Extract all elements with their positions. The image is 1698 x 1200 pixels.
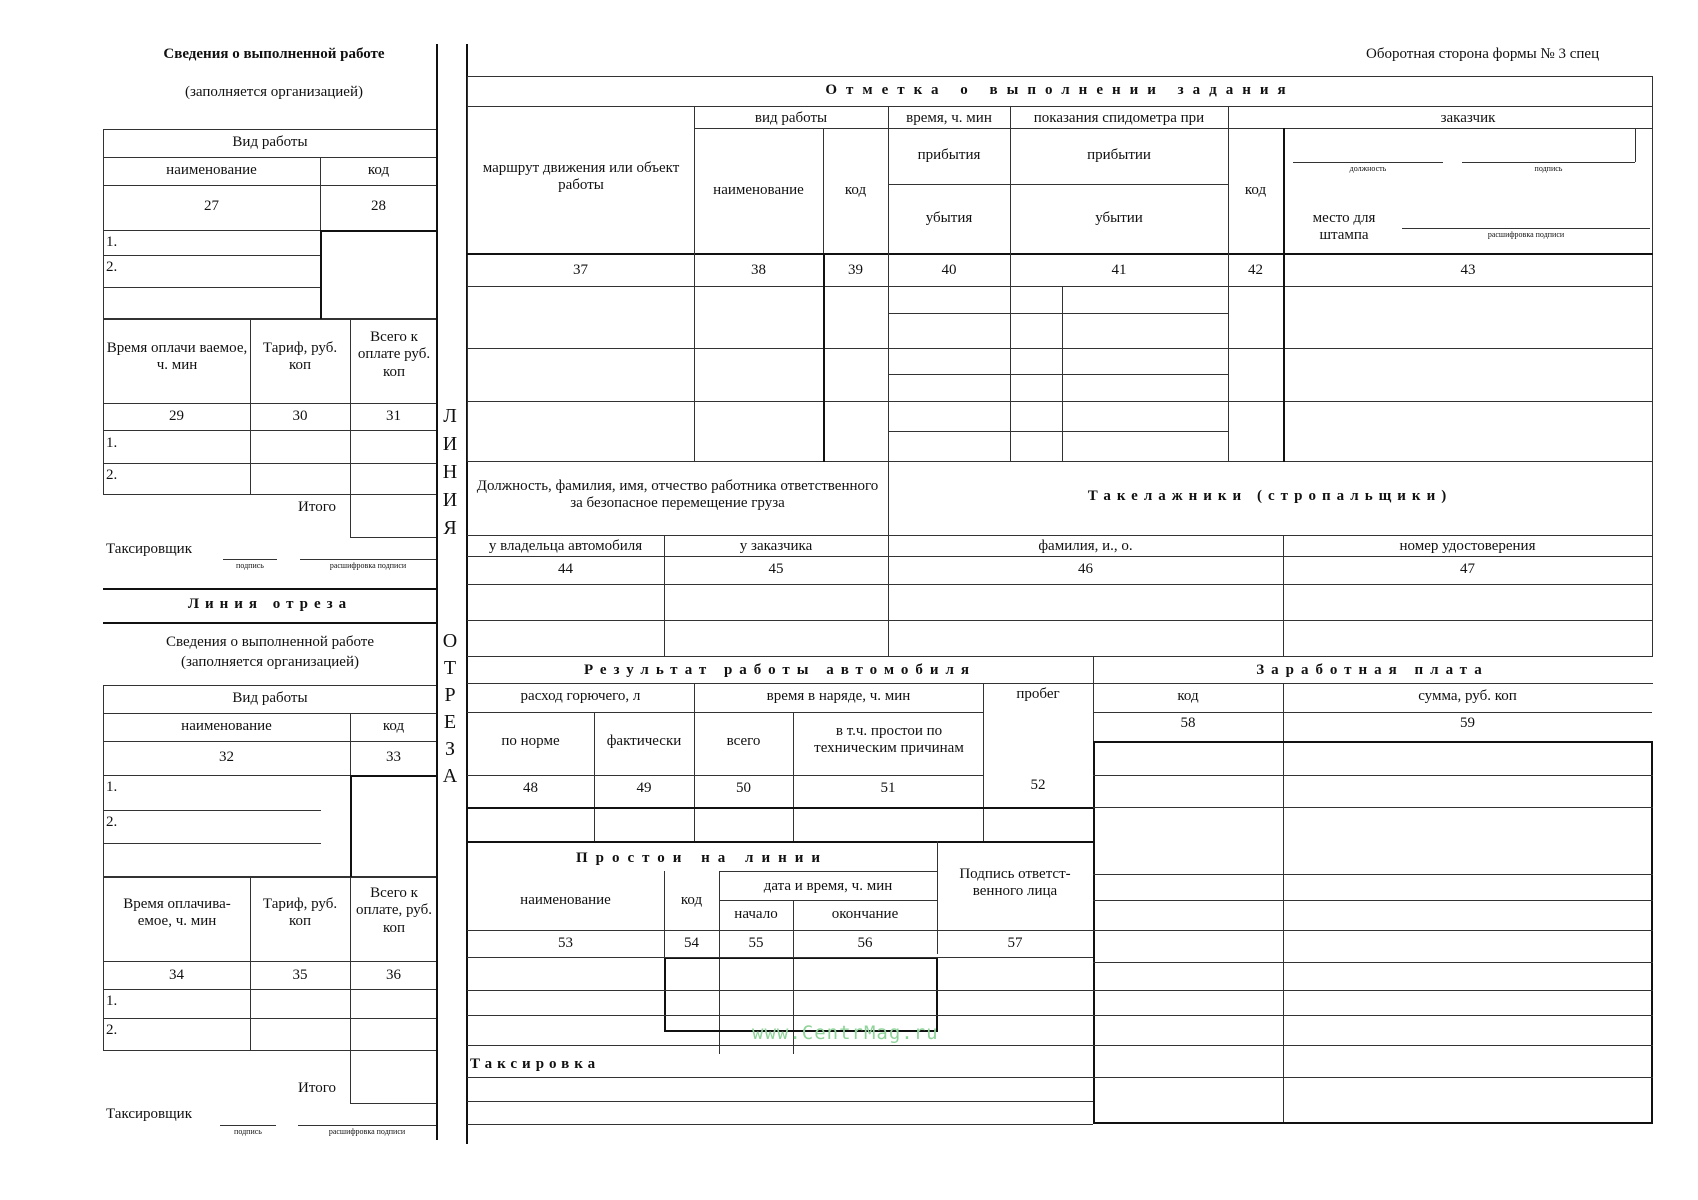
kod-label: код xyxy=(367,162,390,178)
zakazchik-header: заказчик xyxy=(1440,110,1496,126)
cut-letter: Н xyxy=(442,461,458,483)
rezultat-title: Результат работы автомобиля xyxy=(583,662,977,678)
naimenovanie-prostoi: наименование xyxy=(520,892,611,908)
probeg-label: пробег xyxy=(1016,686,1060,702)
mesto-dlya-shtampa: место для штампа xyxy=(1312,210,1376,244)
vremya-label-2: Время оплачива- емое, ч. мин xyxy=(123,896,231,930)
col-42: 42 xyxy=(1248,262,1263,278)
vremya-header: время, ч. мин xyxy=(906,110,992,126)
col-48: 48 xyxy=(523,780,538,796)
col-55: 55 xyxy=(748,935,764,951)
nachalo-label: начало xyxy=(734,906,778,922)
ubytii-label: убытии xyxy=(1095,210,1143,226)
rasshifrovka-caption-right: расшифровка подписи xyxy=(1487,230,1565,239)
cut-letter: Е xyxy=(443,711,457,733)
zarplata-body xyxy=(1093,741,1653,1124)
col-49: 49 xyxy=(636,780,652,796)
kod-header: код xyxy=(844,182,867,198)
vid-raboty-label-2: Вид работы xyxy=(232,690,308,706)
cut-line-left xyxy=(436,44,438,1140)
rashod-label: расход горючего, л xyxy=(520,688,641,704)
vsego-label-2: Всего к оплате, руб. коп xyxy=(356,885,432,936)
col-44: 44 xyxy=(558,561,573,577)
podpis-caption-2: подпись xyxy=(234,1127,262,1136)
podpis-caption-right: подпись xyxy=(1534,164,1563,173)
cut-letter: А xyxy=(442,765,458,787)
cut-letter: И xyxy=(442,433,458,455)
po-norme-label: по норме xyxy=(501,733,560,749)
col-29: 29 xyxy=(169,408,184,424)
col-39: 39 xyxy=(848,262,863,278)
col-45: 45 xyxy=(768,561,784,577)
rasshifrovka-caption: расшифровка подписи xyxy=(329,561,407,570)
nomer-udost-label: номер удостоверения xyxy=(1399,538,1536,554)
col-34: 34 xyxy=(169,967,184,983)
naimenovanie-label-2: наименование xyxy=(181,718,272,734)
col-35: 35 xyxy=(292,967,308,983)
col-28: 28 xyxy=(371,198,386,214)
ubytiya-label: убытия xyxy=(925,210,973,226)
kod-label-2: код xyxy=(382,718,405,734)
marshrut-label: маршрут движения или объект работы xyxy=(482,160,680,194)
pribytii-label: прибытии xyxy=(1087,147,1151,163)
u-zakazchika-label: у заказчика xyxy=(739,538,813,554)
col-33: 33 xyxy=(386,749,401,765)
kod-prostoi: код xyxy=(680,892,703,908)
podpis-otv-label: Подпись ответст- венного лица xyxy=(959,866,1071,900)
col-53: 53 xyxy=(558,935,573,951)
prostoi-title: Простои на линии xyxy=(575,850,829,866)
col-38: 38 xyxy=(751,262,766,278)
pribytiya-label: прибытия xyxy=(917,147,981,163)
col-43: 43 xyxy=(1460,262,1476,278)
cut-letter: Я xyxy=(443,517,457,539)
summa-label: сумма, руб. коп xyxy=(1418,688,1517,704)
left-title: Сведения о выполненной работе xyxy=(163,46,385,62)
col-41: 41 xyxy=(1111,262,1127,278)
fio-label: фамилия, и., о. xyxy=(1038,538,1133,554)
col-56: 56 xyxy=(857,935,873,951)
col-51: 51 xyxy=(880,780,896,796)
row-1b: 1. xyxy=(106,435,118,451)
kod-header-2: код xyxy=(1244,182,1267,198)
row-2b: 2. xyxy=(106,467,118,483)
okonchanie-label: окончание xyxy=(831,906,899,922)
itogo-label-2: Итого xyxy=(298,1080,336,1096)
watermark: www.CentrMag.ru xyxy=(752,1022,939,1044)
cut-letter: Т xyxy=(443,657,457,679)
col-57: 57 xyxy=(1007,935,1023,951)
col-27: 27 xyxy=(204,198,219,214)
col-58: 58 xyxy=(1180,715,1196,731)
row-1d: 1. xyxy=(106,993,118,1009)
tarif-label-2: Тариф, руб. коп xyxy=(262,896,338,930)
cut-letter: Л xyxy=(443,405,457,427)
row-2: 2. xyxy=(106,259,118,275)
cut-letter: И xyxy=(442,489,458,511)
prostoi-tech-label: в т.ч. простои по техническим причинам xyxy=(814,723,964,757)
vremya-naryad-label: время в наряде, ч. мин xyxy=(766,688,911,704)
col-50: 50 xyxy=(736,780,751,796)
itogo-label: Итого xyxy=(298,499,336,515)
fakticheski-label: фактически xyxy=(606,733,682,749)
form-header: Оборотная сторона формы № 3 спец xyxy=(1366,46,1600,62)
col-37: 37 xyxy=(573,262,588,278)
vsego-label-right: всего xyxy=(726,733,761,749)
naimenovanie-label: наименование xyxy=(166,162,257,178)
data-vremya-label: дата и время, ч. мин xyxy=(763,878,893,894)
liniya-otreza: Линия отреза xyxy=(187,596,353,612)
kod-zarplata-label: код xyxy=(1177,688,1199,704)
zarplata-title: Заработная плата xyxy=(1256,662,1489,678)
u-vladeltsa-label: у владельца автомобиля xyxy=(488,538,643,554)
col-30: 30 xyxy=(292,408,308,424)
left-subtitle: (заполняется организацией) xyxy=(184,84,363,100)
col-52: 52 xyxy=(1030,777,1046,793)
cut-letter: Р xyxy=(444,684,456,706)
col-47: 47 xyxy=(1460,561,1475,577)
col-31: 31 xyxy=(386,408,401,424)
taksirovshik-label: Таксировщик xyxy=(106,541,192,557)
row-2c: 2. xyxy=(106,814,118,830)
col-59: 59 xyxy=(1460,715,1475,731)
row-2d: 2. xyxy=(106,1022,118,1038)
naimenovanie-header: наименование xyxy=(713,182,804,198)
taksirovka-title: Таксировка xyxy=(470,1056,601,1072)
col-54: 54 xyxy=(684,935,699,951)
vid-raboty-label: Вид работы xyxy=(232,134,308,150)
vsego-label: Всего к оплате руб. коп xyxy=(357,329,431,380)
col-32: 32 xyxy=(219,749,234,765)
col-36: 36 xyxy=(386,967,401,983)
cut-letter: З xyxy=(444,738,456,760)
row-1: 1. xyxy=(106,234,118,250)
vremya-label: Время оплачи ваемое, ч. мин xyxy=(106,340,248,374)
left-subtitle-2: (заполняется организацией) xyxy=(180,654,359,670)
prostoi-data-box xyxy=(664,957,938,1032)
dolzhnost-fio-label: Должность, фамилия, имя, отчество работника ответственного за безопасное перемещение груза xyxy=(476,478,879,512)
left-title-2: Сведения о выполненной работе xyxy=(165,634,374,650)
row-1c: 1. xyxy=(106,779,118,795)
podpis-caption: подпись xyxy=(236,561,264,570)
tarif-label: Тариф, руб. коп xyxy=(262,340,338,374)
rasshifrovka-caption-2: расшифровка подписи xyxy=(328,1127,406,1136)
col-40: 40 xyxy=(941,262,957,278)
takelazhniki-title: Такелажники (стропальщики) xyxy=(1087,488,1453,504)
otmetka-title: Отметка о выполнении задания xyxy=(825,82,1295,98)
taksirovshik-label-2: Таксировщик xyxy=(106,1106,192,1122)
col-46: 46 xyxy=(1078,561,1093,577)
vid-raboty-header: вид работы xyxy=(754,110,828,126)
cut-letter: О xyxy=(442,630,458,652)
dolzhnost-caption: должность xyxy=(1349,164,1387,173)
spidometr-header: показания спидометра при xyxy=(1033,110,1205,126)
